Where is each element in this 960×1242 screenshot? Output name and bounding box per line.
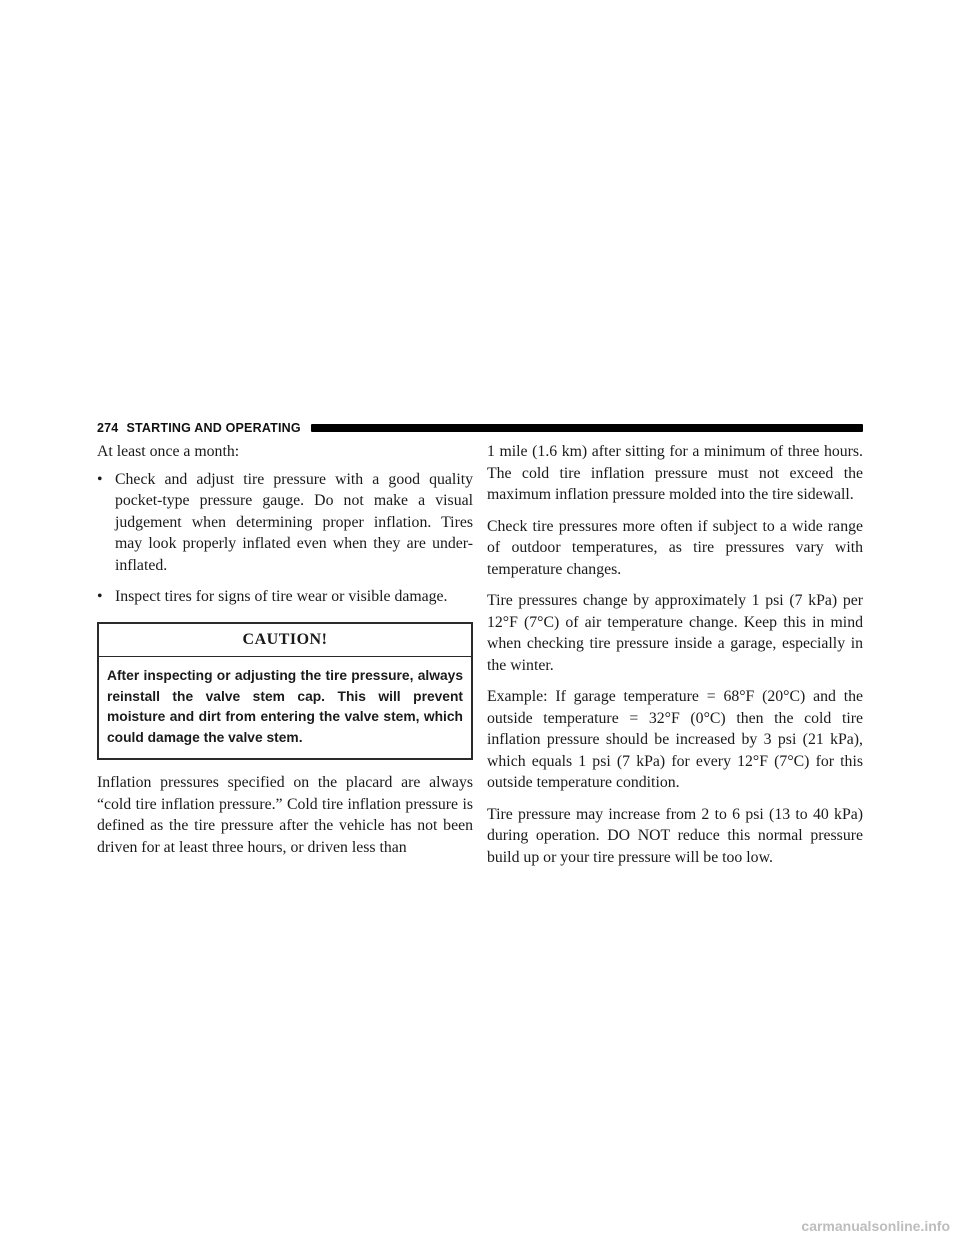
left-column — [97, 441, 473, 868]
list-item — [97, 586, 473, 608]
page-header — [97, 420, 863, 436]
paragraph: Check tire pressures more often if subject to a wide range of outdoor temperatures, as tire pressures vary with temperature changes. — [487, 517, 863, 578]
caution-box — [97, 622, 473, 761]
right-column — [487, 441, 863, 878]
page-number: 274 — [97, 421, 119, 435]
bullet-text: Inspect tires for signs of tire wear or visible damage. — [115, 588, 448, 605]
section-title: STARTING AND OPERATING — [126, 421, 301, 435]
list-item — [97, 469, 473, 577]
paragraph: Example: If garage temperature = 68°F (20°C) and the outside temperature = 32°F (0°C) then the cold tire inflation pressure should be increased by 3 psi (21 kPa), which equals 1 psi (7 kPa) for every 12°F (7°C) for this outside temperature condition. — [487, 688, 863, 791]
intro-text: At least once a month: — [97, 443, 240, 460]
bullet-list — [97, 469, 473, 608]
bullet-icon: • — [97, 588, 103, 605]
paragraph: Tire pressure may increase from 2 to 6 psi (13 to 40 kPa) during operation. DO NOT reduce this normal pressure build up or your tire pressure will be too low. — [487, 805, 863, 866]
paragraph: Inflation pressures specified on the placard are always “cold tire inflation pressure.” Cold tire inflation pressure is defined as the tire pressure after the vehicle has not been driven for at least three hours, or driven less than — [97, 774, 473, 856]
footer-watermark: carmanualsonline.info — [801, 1218, 950, 1234]
paragraph: Tire pressures change by approximately 1 psi (7 kPa) per 12°F (7°C) of air temperature change. Keep this in mind when checking tire pressure inside a garage, especially in the winter. — [487, 592, 863, 674]
bullet-text: Check and adjust tire pressure with a good quality pocket-type pressure gauge. Do not make a visual judgement when determining proper inflation. Tires may look properly inflated even when they are under-inflated. — [115, 470, 473, 574]
header-rule — [311, 424, 863, 432]
paragraph: 1 mile (1.6 km) after sitting for a minimum of three hours. The cold tire inflation pressure must not exceed the maximum inflation pressure molded into the tire sidewall. — [487, 443, 863, 503]
caution-body: After inspecting or adjusting the tire pressure, always reinstall the valve stem cap. This will prevent moisture and dirt from entering the valve stem, which could damage the valve stem. — [107, 668, 463, 745]
bullet-icon: • — [97, 470, 103, 488]
caution-title: CAUTION! — [99, 624, 471, 658]
